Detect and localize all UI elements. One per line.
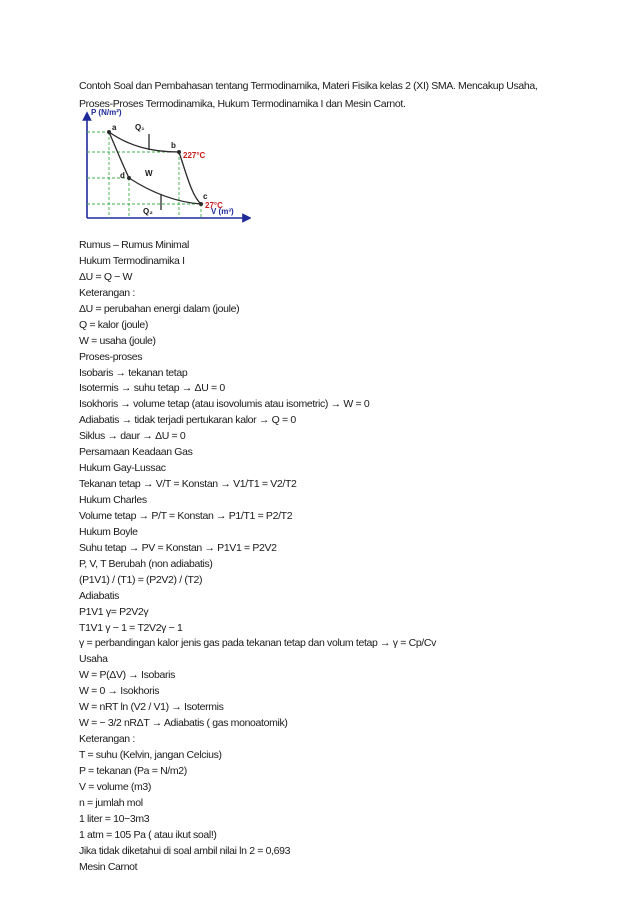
text-line: Hukum Boyle [79, 525, 138, 538]
text-line: ΔU = perubahan energi dalam (joule) [79, 302, 240, 315]
text-line: W = − 3/2 nRΔT → Adiabatis ( gas monoatomik) [79, 717, 288, 730]
point-d-label: d [120, 171, 125, 180]
intro-line-1: Contoh Soal dan Pembahasan tentang Termodinamika, Materi Fisika kelas 2 (XI) SMA. Mencakup Usaha, [79, 80, 538, 92]
text-line: Hukum Termodinamika I [79, 254, 185, 267]
text-line: Q = kalor (joule) [79, 318, 149, 331]
text-line: P1V1 γ= P2V2γ [79, 605, 149, 618]
heat-out-label: Q₂ [143, 207, 153, 216]
text-line: 1 liter = 10−3m3 [79, 812, 150, 825]
text-line: Persamaan Keadaan Gas [79, 446, 193, 459]
temp-low-label: 27°C [205, 201, 223, 210]
text-line: T = suhu (Kelvin, jangan Celcius) [79, 749, 222, 761]
text-line: P, V, T Berubah (non adiabatis) [79, 557, 213, 570]
text-line: Isotermis → suhu tetap → ΔU = 0 [79, 382, 225, 395]
text-line: Isobaris → tekanan tetap [79, 366, 188, 379]
text-line: Siklus → daur → ΔU = 0 [79, 430, 186, 443]
text-line: Keterangan : [79, 286, 135, 299]
point-c-label: c [203, 192, 208, 201]
cycle-points [107, 130, 203, 206]
formula-list [79, 238, 579, 876]
text-line: W = usaha (joule) [79, 334, 156, 347]
x-axis-label: V (m³) [211, 207, 234, 216]
text-line: ΔU = Q − W [79, 270, 133, 283]
text-line: 1 atm = 105 Pa ( atau ikut soal!) [79, 828, 217, 841]
text-line: Jika tidak diketahui di soal ambil nilai ln 2 = 0,693 [79, 844, 291, 857]
temp-high-label: 227°C [183, 151, 206, 160]
carnot-cycle-diagram [79, 106, 251, 228]
text-line: γ = perbandingan kalor jenis gas pada tekanan tetap dan volum tetap → γ = Cp/Cv [79, 637, 437, 650]
text-line: (P1V1) / (T1) = (P2V2) / (T2) [79, 573, 203, 586]
text-line: Keterangan : [79, 733, 135, 746]
work-label: W [145, 169, 153, 178]
text-line: W = nRT ln (V2 / V1) → Isotermis [79, 701, 224, 714]
point-a-label: a [112, 123, 117, 132]
text-line: Hukum Gay-Lussac [79, 462, 166, 475]
point-b-label: b [171, 141, 176, 150]
text-line: Proses-proses [79, 350, 143, 363]
text-line: P = tekanan (Pa = N/m2) [79, 764, 187, 777]
intro-line-2: Proses-Proses Termodinamika, Hukum Termodinamika I dan Mesin Carnot. [79, 98, 406, 110]
text-line: Mesin Carnot [79, 860, 138, 873]
text-line: Usaha [79, 653, 108, 666]
text-line: Adiabatis [79, 589, 120, 602]
text-line: T1V1 γ − 1 = T2V2γ − 1 [79, 621, 183, 634]
text-line: Volume tetap → P/T = Konstan → P1/T1 = P2/T2 [79, 509, 293, 522]
text-line: V = volume (m3) [79, 780, 152, 793]
y-axis-label: P (N/m²) [91, 108, 122, 117]
text-line: W = 0 → Isokhoris [79, 685, 160, 698]
text-line: W = P(ΔV) → Isobaris [79, 669, 175, 682]
text-line: Suhu tetap → PV = Konstan → P1V1 = P2V2 [79, 541, 277, 554]
text-line: Rumus – Rumus Minimal [79, 239, 189, 251]
text-line: Hukum Charles [79, 494, 147, 506]
text-line: Adiabatis → tidak terjadi pertukaran kalor → Q = 0 [79, 414, 296, 427]
heat-in-label: Q₁ [135, 123, 145, 132]
text-line: Isokhoris → volume tetap (atau isovolumis atau isometric) → W = 0 [79, 398, 370, 411]
text-line: Tekanan tetap → V/T = Konstan → V1/T1 = V2/T2 [79, 478, 297, 491]
guide-lines [87, 132, 201, 218]
text-line: n = jumlah mol [79, 796, 143, 809]
pv-diagram-svg [79, 106, 251, 228]
